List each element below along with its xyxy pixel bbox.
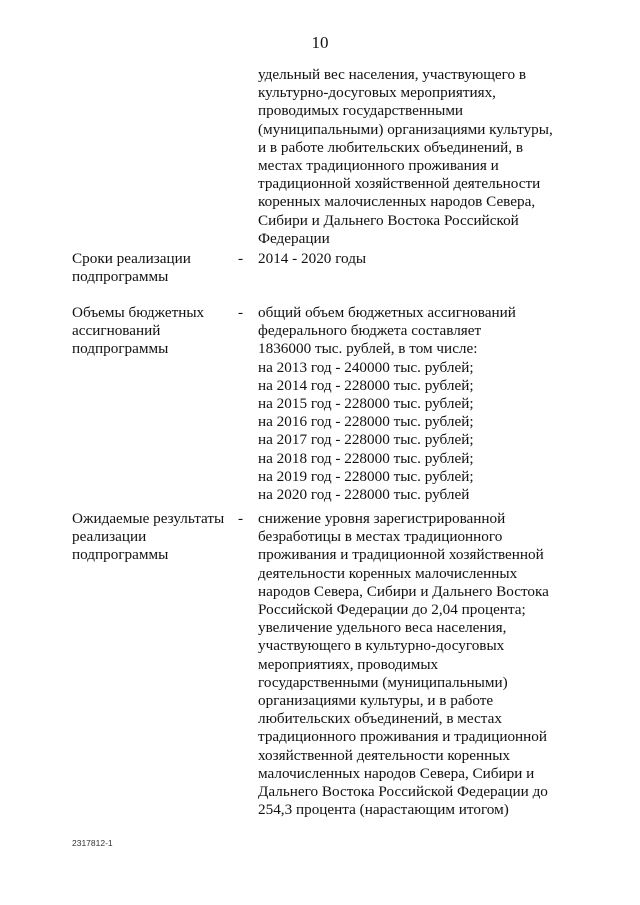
intro-line: коренных малочисленных народов Севера, <box>258 193 536 211</box>
label-line: подпрограммы <box>72 340 169 358</box>
value-line: на 2016 год - 228000 тыс. рублей; <box>258 413 474 431</box>
page-number: 10 <box>311 33 329 52</box>
value-line: деятельности коренных малочисленных <box>258 564 518 582</box>
value-line: 2014 - 2020 годы <box>258 250 367 267</box>
value-line: проживания и традиционной хозяйственной <box>258 546 544 564</box>
intro-line: местах традиционного проживания и <box>258 157 499 175</box>
value-line: мероприятиях, проводимых <box>258 655 439 673</box>
value-line: организациями культуры, и в работе <box>258 692 494 710</box>
intro-line: проводимых государственными <box>258 102 464 120</box>
value-line: на 2013 год - 240000 тыс. рублей; <box>258 358 474 376</box>
value-line: малочисленных народов Севера, Сибири и <box>258 764 535 782</box>
label-line: подпрограммы <box>72 268 169 286</box>
intro-text <box>258 66 578 248</box>
intro-line: удельный вес населения, участвующего в <box>258 66 527 83</box>
label-line: Объемы бюджетных <box>72 304 205 321</box>
intro-line: Сибири и Дальнего Востока Российской <box>258 211 519 229</box>
value-line: хозяйственной деятельности коренных <box>258 746 511 764</box>
value-line: на 2018 год - 228000 тыс. рублей; <box>258 449 474 467</box>
value-line: 254,3 процента (нарастающим итогом) <box>258 801 509 819</box>
intro-line: Федерации <box>258 229 330 247</box>
intro-line: (муниципальными) организациями культуры, <box>258 120 553 138</box>
value-line: снижение уровня зарегистрированной <box>258 510 506 527</box>
row-value <box>258 510 578 819</box>
label-line: реализации <box>72 528 147 546</box>
row-label <box>72 304 232 359</box>
value-line: безработицы в местах традиционного <box>258 528 503 546</box>
label-line: Сроки реализации <box>72 250 191 267</box>
value-line: общий объем бюджетных ассигнований <box>258 304 516 321</box>
value-line: участвующего в культурно-досуговых <box>258 637 505 655</box>
row-dash: - <box>238 250 244 267</box>
row-value <box>258 250 578 268</box>
document-code: 2317812-1 <box>72 838 113 848</box>
value-line: 1836000 тыс. рублей, в том числе: <box>258 340 478 358</box>
value-line: любительских объединений, в местах <box>258 710 502 728</box>
value-line: народов Севера, Сибири и Дальнего Востока <box>258 582 549 600</box>
value-line: на 2014 год - 228000 тыс. рублей; <box>258 376 474 394</box>
value-line: на 2017 год - 228000 тыс. рублей; <box>258 431 474 449</box>
value-line: Российской Федерации до 2,04 процента; <box>258 601 526 619</box>
intro-line: культурно-досуговых мероприятиях, <box>258 84 496 102</box>
value-line: на 2015 год - 228000 тыс. рублей; <box>258 395 474 413</box>
value-line: федерального бюджета составляет <box>258 322 482 340</box>
row-dash: - <box>238 304 244 321</box>
value-line: государственными (муниципальными) <box>258 673 508 691</box>
label-line: ассигнований <box>72 322 161 340</box>
value-line: увеличение удельного веса населения, <box>258 619 507 637</box>
row-dash: - <box>238 510 244 527</box>
value-line: традиционного проживания и традиционной <box>258 728 548 746</box>
row-value <box>258 304 578 504</box>
label-line: Ожидаемые результаты <box>72 510 225 527</box>
value-line: на 2020 год - 228000 тыс. рублей <box>258 486 470 504</box>
intro-line: традиционной хозяйственной деятельности <box>258 175 541 193</box>
row-label <box>72 510 232 565</box>
value-line: на 2019 год - 228000 тыс. рублей; <box>258 467 474 485</box>
value-line: Дальнего Востока Российской Федерации до <box>258 783 548 801</box>
intro-line: и в работе любительских объединений, в <box>258 138 524 156</box>
label-line: подпрограммы <box>72 546 169 564</box>
row-label <box>72 250 232 286</box>
